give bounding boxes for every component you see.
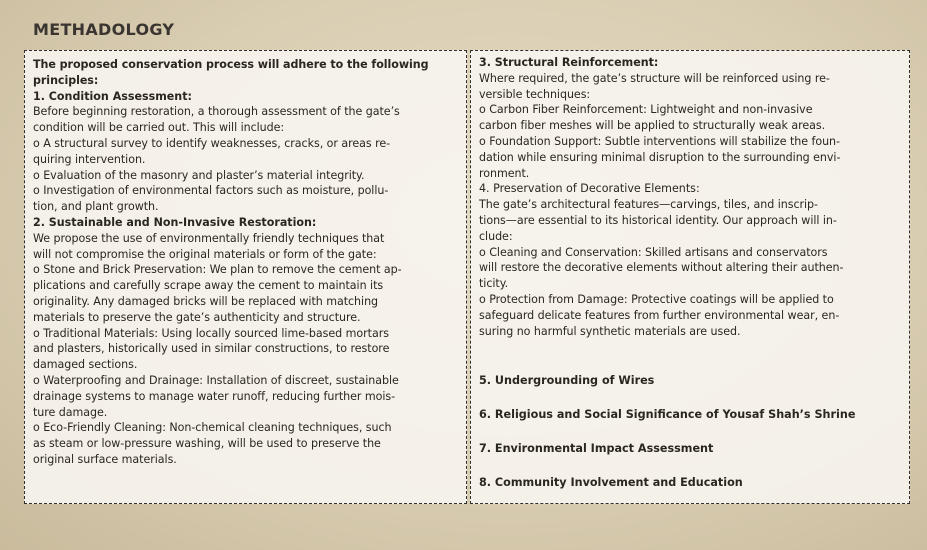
heading-sustainable-restoration: 2. Sustainable and Non-Invasive Restoration: bbox=[33, 215, 317, 229]
heading-structural-reinforcement: 3. Structural Reinforcement: bbox=[479, 56, 659, 69]
section-environmental-impact: 7. Environmental Impact Assessment bbox=[479, 442, 714, 455]
section-religious-significance: 6. Religious and Social Significance of Yousaf Shah’s Shrine bbox=[479, 408, 856, 421]
section-undergrounding-wires: 5. Undergrounding of Wires bbox=[479, 374, 655, 387]
left-column-panel bbox=[24, 50, 467, 504]
intro-text: The proposed conservation process will adhere to the following principles: bbox=[33, 58, 429, 87]
section-community-involvement: 8. Community Involvement and Education bbox=[479, 476, 743, 489]
structural-reinforcement-text: Where required, the gate’s structure will be reinforced using re- versible techniques: o Carbon Fiber Reinforcement: Lightweight and non-invasive carbon fiber meshes will be applied to structurally weak areas. o Foundation Support: Subtle interventions will stabilize the foun- dation while ensuring minimal disruption to the surrounding envi- ronment. bbox=[479, 71, 841, 180]
decorative-elements-text: The gate’s architectural features—carvings, tiles, and inscrip- tions—are essential to its historical identity. Our approach will in- clude: o Cleaning and Conservation: Skilled artisans and conservators will restore the decorative elements without altering their authen- ticity. o Protection from Damage: Protective coatings will be applied to safeguard delicate features from further environmental wear, en- suring no harmful synthetic materials are used. bbox=[479, 198, 844, 338]
sustainable-restoration-text: We propose the use of environmentally friendly techniques that will not compromise the original materials or form of the gate: o Stone and Brick Preservation: We plan to remove the cement ap- plications and carefully scrape away the cement to maintain its originality. Any damaged bricks will be replaced with matching materials to preserve the gate’s authenticity and structure. o Traditional Materials: Using locally sourced lime-based mortars and plasters, historically used in similar constructions, to restore damaged sections. o Waterproofing and Drainage: Installation of discreet, sustainable drainage systems to manage water runoff, reducing further mois- ture damage. o Eco-Friendly Cleaning: Non-chemical cleaning techniques, such as steam or low-pressure washing, will be used to preserve the original surface materials. bbox=[33, 231, 402, 466]
condition-assessment-text: Before beginning restoration, a thorough assessment of the gate’s condition will be carried out. This will include: o A structural survey to identify weaknesses, cracks, or areas re- quiring intervention. o Evaluation of the masonry and plaster’s material integrity. o Investigation of environmental factors such as moisture, pollu- tion, and plant growth. bbox=[33, 105, 400, 214]
heading-condition-assessment: 1. Condition Assessment: bbox=[33, 89, 192, 103]
page-title: METHADOLOGY bbox=[33, 20, 175, 39]
heading-decorative-elements: 4. Preservation of Decorative Elements: bbox=[479, 182, 700, 196]
right-column-panel bbox=[470, 50, 910, 504]
